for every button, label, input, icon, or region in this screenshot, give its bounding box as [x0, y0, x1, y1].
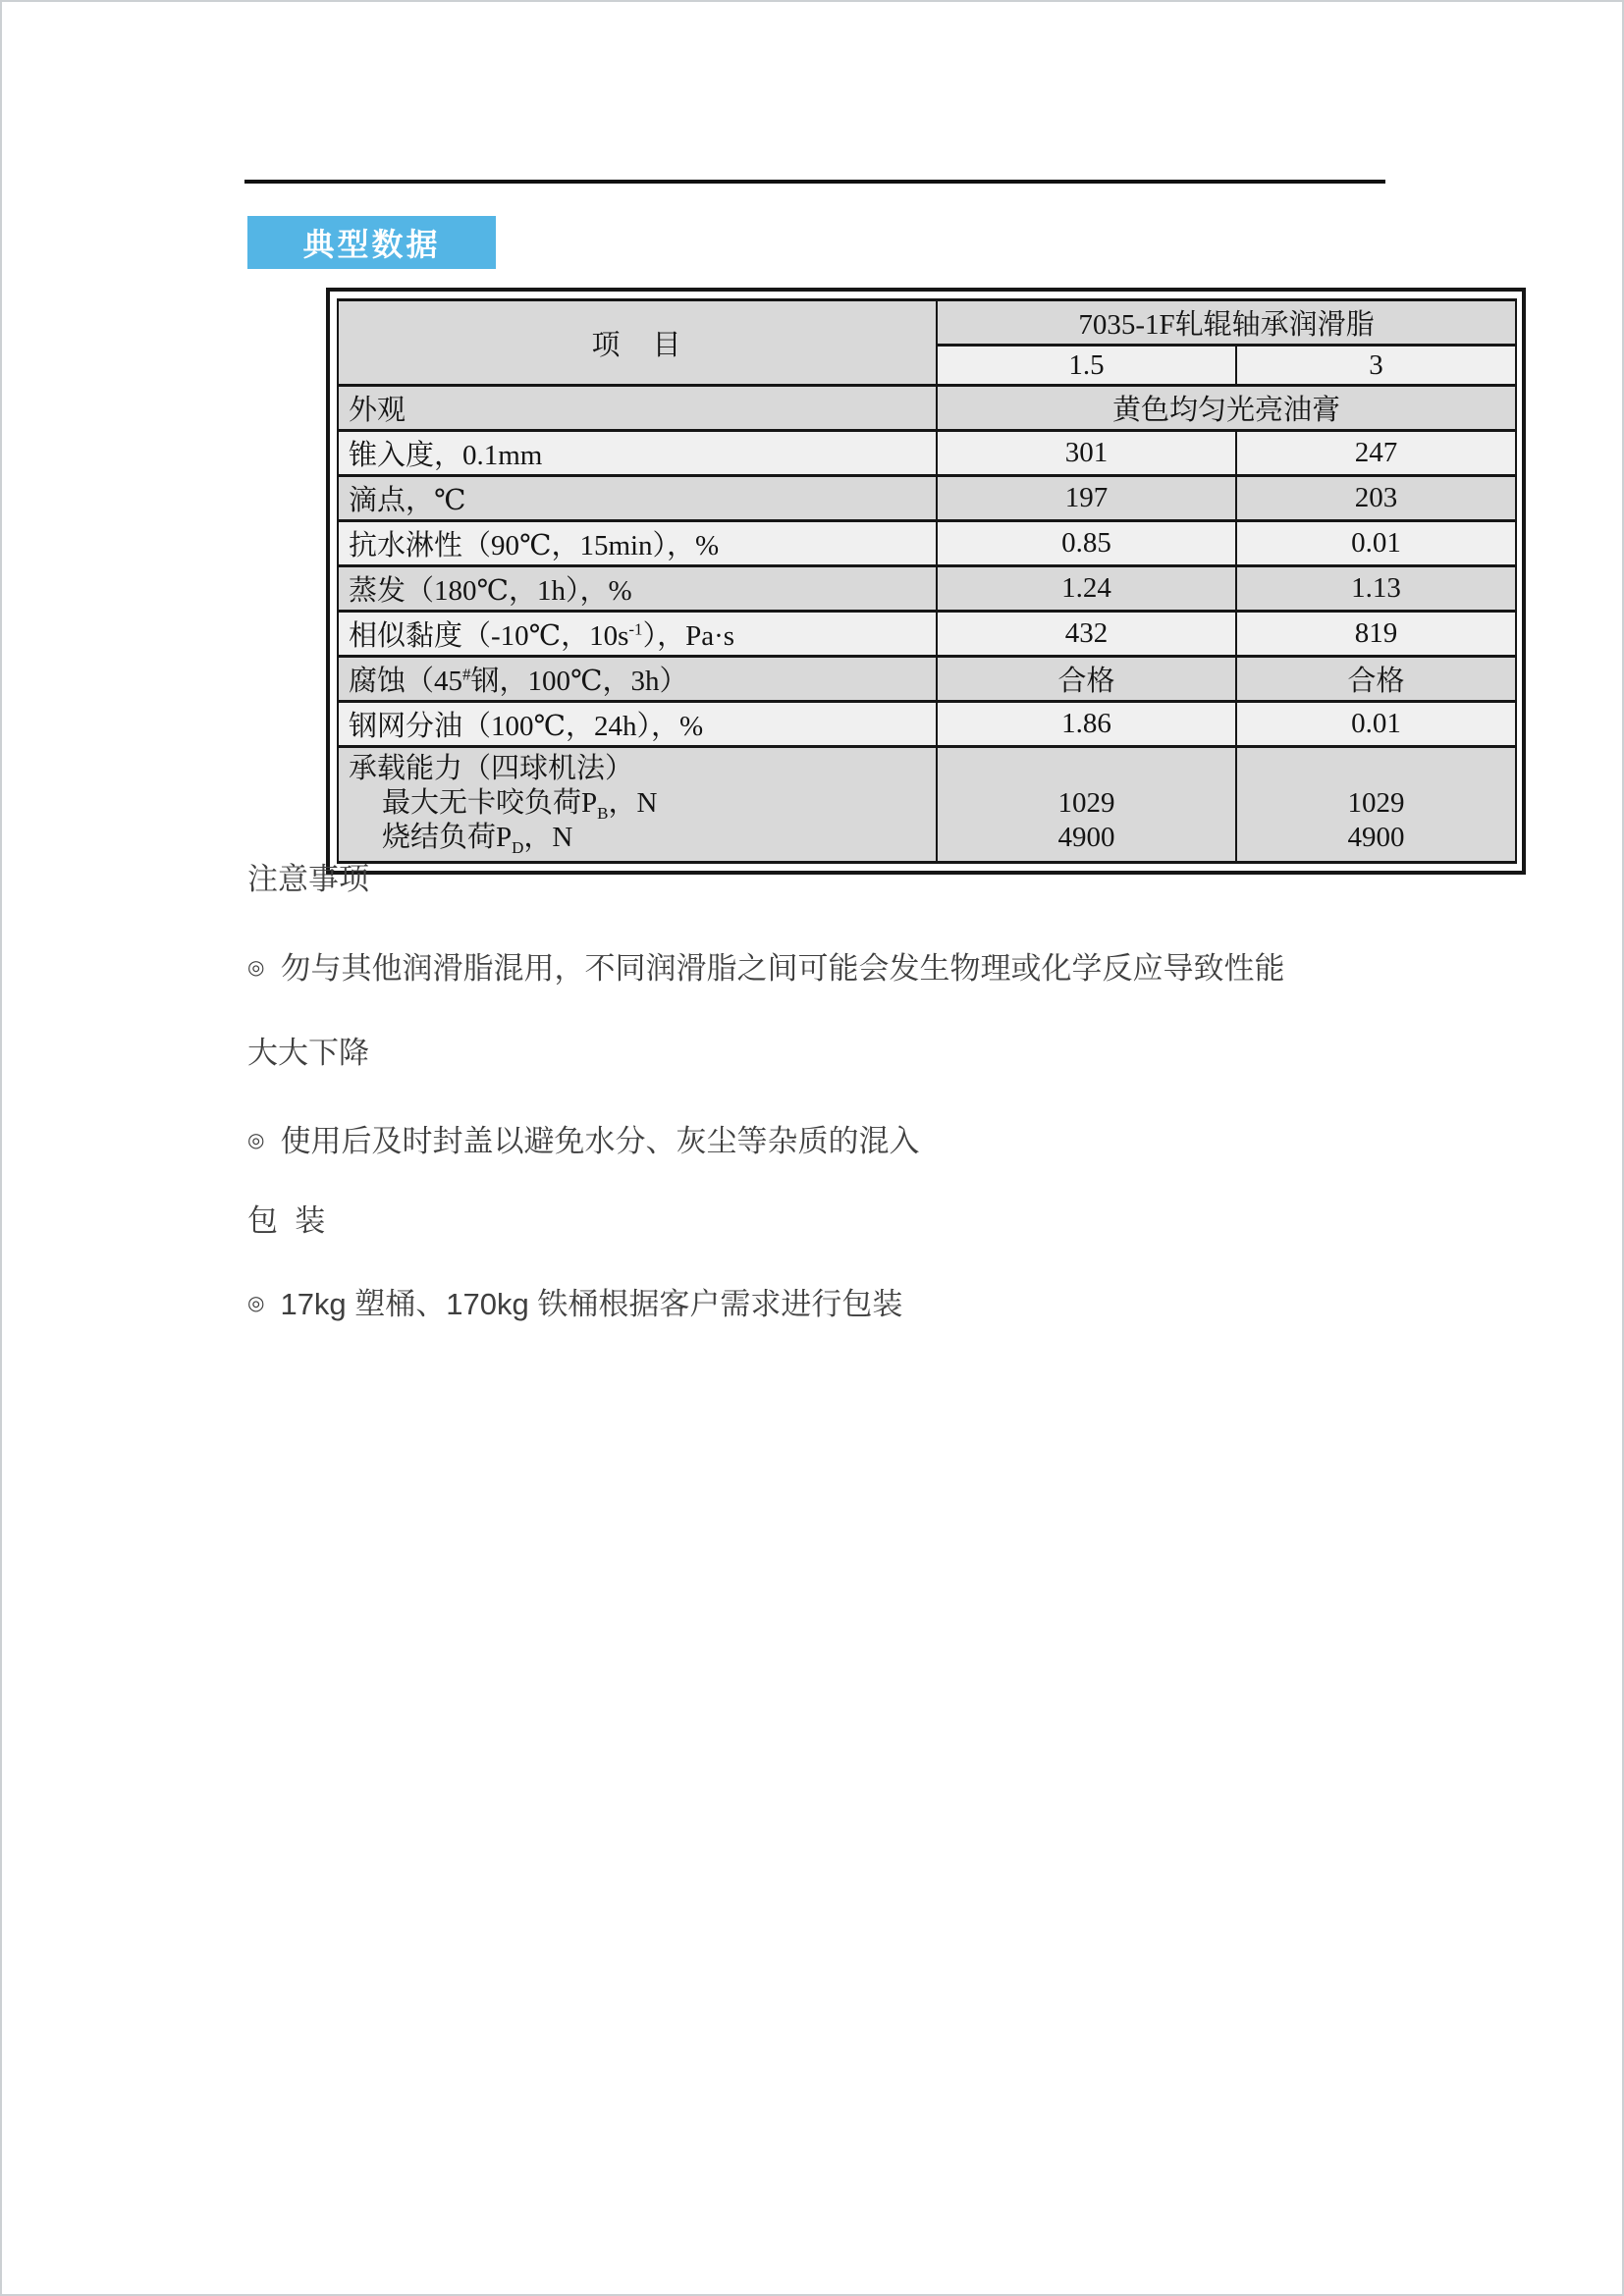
cell-label: 钢网分油（100℃，24h），% — [338, 702, 937, 747]
spec-table — [337, 298, 1517, 864]
table-row-penetration — [338, 431, 1516, 476]
cell-label: 锥入度，0.1mm — [338, 431, 937, 476]
note-bullet-item — [247, 948, 1284, 988]
superscript: -1 — [628, 619, 643, 639]
cell-value-2: 合格 — [1236, 657, 1516, 702]
cell-group-values-1 — [937, 747, 1236, 863]
bullet-icon: ◎ — [247, 1130, 265, 1151]
cell-value-2: 247 — [1236, 431, 1516, 476]
cell-value-1: 197 — [937, 476, 1236, 521]
table-row-water-resistance — [338, 521, 1516, 566]
cell-value-1: 432 — [937, 612, 1236, 657]
group-line-pb: 最大无卡咬负荷$P_B$，N — [382, 787, 658, 823]
table-header-row-1 — [338, 300, 1516, 346]
notes-heading: 注意事项 — [247, 862, 369, 896]
header-cell-product: 7035-1F轧辊轴承润滑脂 — [937, 300, 1516, 346]
note-continuation: 大大下降 — [247, 1036, 369, 1070]
group-title: 承载能力（四球机法） — [349, 753, 634, 784]
cell-value-1: 1029 — [1057, 787, 1115, 819]
cell-value-2: 203 — [1236, 476, 1516, 521]
table-row-appearance — [338, 386, 1516, 431]
cell-value-1: 4900 — [1057, 822, 1115, 853]
subscript: B — [597, 803, 609, 823]
group-line-pd: 烧结负荷$P_D$，N — [382, 822, 573, 857]
cell-label-group — [338, 747, 937, 863]
note-text: 使用后及时封盖以避免水分、灰尘等杂质的混入 — [280, 1124, 920, 1158]
bullet-icon: ◎ — [247, 1293, 265, 1314]
cell-label: 滴点，℃ — [338, 476, 937, 521]
note-bullet-item — [247, 1121, 919, 1161]
bullet-icon: ◎ — [247, 957, 265, 979]
header-cell-grade-1: 1.5 — [937, 346, 1236, 386]
cell-label: 相似黏度（-10℃，$10s^{-1}$），Pa·s — [338, 612, 937, 657]
superscript: # — [462, 665, 471, 684]
table-row-evaporation — [338, 566, 1516, 612]
cell-label: 抗水淋性（90℃，15min），% — [338, 521, 937, 566]
header-cell-grade-2: 3 — [1236, 346, 1516, 386]
header-cell-item: 项 目 — [338, 300, 937, 386]
cell-label: 外观 — [338, 386, 937, 431]
header-rule — [244, 180, 1385, 184]
packaging-heading: 包 装 — [247, 1203, 326, 1238]
cell-merged-value: 黄色均匀光亮油膏 — [937, 386, 1516, 431]
table-row-load-capacity — [338, 747, 1516, 863]
cell-label: 腐蚀（45#钢，100℃，3h） — [338, 657, 937, 702]
cell-value-2: 1029 — [1347, 787, 1405, 819]
table-row-oil-separation — [338, 702, 1516, 747]
cell-value-1: 0.85 — [937, 521, 1236, 566]
cell-value-1: 301 — [937, 431, 1236, 476]
cell-value-2: 0.01 — [1236, 521, 1516, 566]
section-badge-label: 典型数据 — [302, 227, 441, 262]
table-row-drop-point — [338, 476, 1516, 521]
note-text: 勿与其他润滑脂混用，不同润滑脂之间可能会发生物理或化学反应导致性能 — [280, 951, 1285, 986]
table-row-apparent-viscosity — [338, 612, 1516, 657]
section-badge — [247, 216, 496, 269]
cell-value-1: 合格 — [937, 657, 1236, 702]
cell-value-2: 1.13 — [1236, 566, 1516, 612]
cell-value-1: 1.24 — [937, 566, 1236, 612]
note-text: 17kg 塑桶、170kg 铁桶根据客户需求进行包装 — [280, 1287, 903, 1321]
cell-value-2: 0.01 — [1236, 702, 1516, 747]
cell-value-2: 4900 — [1347, 822, 1405, 853]
cell-value-1: 1.86 — [937, 702, 1236, 747]
table-row-corrosion — [338, 657, 1516, 702]
subscript: D — [512, 837, 524, 857]
note-bullet-item — [247, 1284, 902, 1324]
typical-data-table — [326, 288, 1526, 875]
cell-group-values-2 — [1236, 747, 1516, 863]
cell-value-2: 819 — [1236, 612, 1516, 657]
cell-label: 蒸发（180℃，1h），% — [338, 566, 937, 612]
